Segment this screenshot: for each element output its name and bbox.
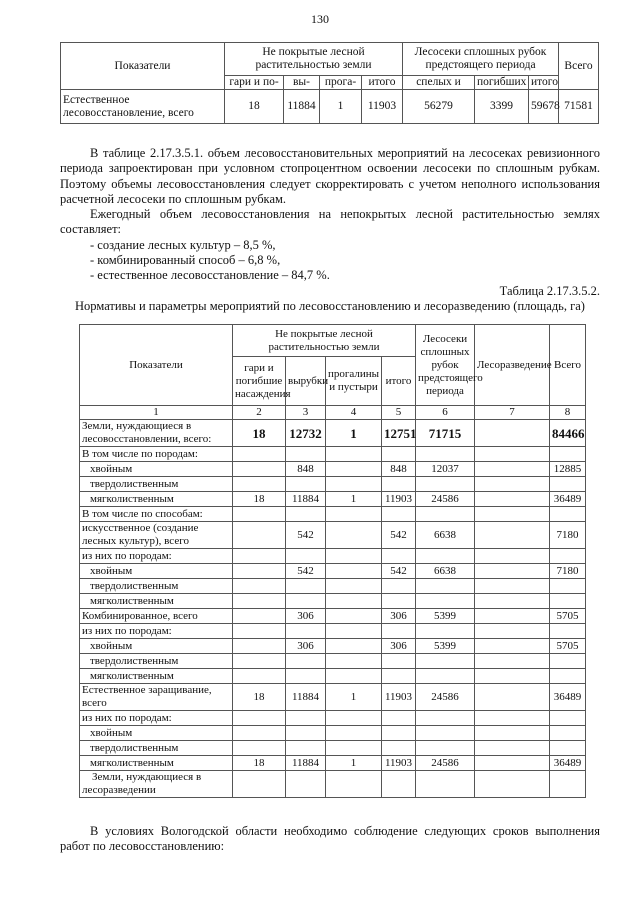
cell xyxy=(475,624,550,639)
cell xyxy=(475,477,550,492)
cell xyxy=(475,639,550,654)
col-number: 3 xyxy=(286,406,326,420)
col-number: 1 xyxy=(80,406,233,420)
subheader: гари и погибшие насаждения xyxy=(233,357,286,406)
row-label: твердолиственным xyxy=(80,654,233,669)
table-row xyxy=(80,564,586,579)
cell: 306 xyxy=(382,609,416,624)
cell: 542 xyxy=(382,564,416,579)
cell xyxy=(326,726,382,741)
table-row xyxy=(80,756,586,771)
table-row xyxy=(80,609,586,624)
cell xyxy=(416,711,475,726)
cell xyxy=(286,654,326,669)
cell: 5399 xyxy=(416,639,475,654)
cell: 306 xyxy=(286,639,326,654)
cell: 306 xyxy=(286,609,326,624)
cell: 18 xyxy=(233,420,286,447)
header-indicators: Показатели xyxy=(61,43,225,90)
cell: 11903 xyxy=(382,492,416,507)
table-row xyxy=(61,90,599,124)
cell: 36489 xyxy=(550,492,586,507)
cell: 59678 xyxy=(529,90,559,124)
cell xyxy=(326,741,382,756)
table-number: Таблица 2.17.3.5.2. xyxy=(499,283,600,298)
cell: 18 xyxy=(233,684,286,711)
cell: 306 xyxy=(382,639,416,654)
cell xyxy=(416,507,475,522)
cell xyxy=(233,669,286,684)
cell xyxy=(233,726,286,741)
cell xyxy=(382,771,416,798)
table-row xyxy=(80,639,586,654)
row-label: Комбинированное, всего xyxy=(80,609,233,624)
cell: 542 xyxy=(286,522,326,549)
cell: 12037 xyxy=(416,462,475,477)
row-label: мягколиственным xyxy=(80,492,233,507)
cell xyxy=(233,462,286,477)
cell: 1 xyxy=(326,492,382,507)
cell xyxy=(326,669,382,684)
cell xyxy=(233,477,286,492)
list-item: - создание лесных культур – 8,5 %, xyxy=(90,237,276,252)
subheader: итого xyxy=(529,76,559,90)
table-reforestation-norms xyxy=(79,324,586,798)
cell xyxy=(550,771,586,798)
cell xyxy=(475,654,550,669)
subheader: гари и по- xyxy=(225,76,284,90)
cell xyxy=(326,549,382,564)
cell xyxy=(233,771,286,798)
cell xyxy=(416,447,475,462)
subheader: погибших xyxy=(475,76,529,90)
table-title: Нормативы и параметры мероприятий по лесовосстановлению и лесоразведению (площадь, га) xyxy=(75,298,585,313)
row-label: хвойным xyxy=(80,726,233,741)
cell xyxy=(326,447,382,462)
row-label: Естественное лесовосстановление, всего xyxy=(61,90,225,124)
cell xyxy=(286,477,326,492)
cell xyxy=(550,594,586,609)
cell xyxy=(286,741,326,756)
cell xyxy=(475,726,550,741)
row-label: мягколиственным xyxy=(80,669,233,684)
subheader: вырубки xyxy=(286,357,326,406)
row-label: В том числе по породам: xyxy=(80,447,233,462)
header-total: Всего xyxy=(550,325,586,406)
subheader: итого xyxy=(382,357,416,406)
cell: 24586 xyxy=(416,492,475,507)
cell xyxy=(286,669,326,684)
col-number: 6 xyxy=(416,406,475,420)
cell xyxy=(326,771,382,798)
cell xyxy=(475,447,550,462)
cell: 542 xyxy=(382,522,416,549)
row-label: мягколиственным xyxy=(80,756,233,771)
cell xyxy=(326,609,382,624)
col-number: 7 xyxy=(475,406,550,420)
cell: 24586 xyxy=(416,756,475,771)
header-total: Всего xyxy=(559,43,599,90)
cell xyxy=(475,594,550,609)
cell: 36489 xyxy=(550,684,586,711)
col-number: 2 xyxy=(233,406,286,420)
cell xyxy=(326,477,382,492)
table-row xyxy=(80,726,586,741)
cell xyxy=(382,654,416,669)
cell xyxy=(382,711,416,726)
cell: 7180 xyxy=(550,564,586,579)
cell xyxy=(475,492,550,507)
cell xyxy=(475,420,550,447)
cell xyxy=(550,669,586,684)
cell xyxy=(475,711,550,726)
cell xyxy=(233,594,286,609)
col-number: 8 xyxy=(550,406,586,420)
cell: 1 xyxy=(320,90,362,124)
cell xyxy=(233,654,286,669)
cell xyxy=(286,726,326,741)
cell xyxy=(382,624,416,639)
list-item: - комбинированный способ – 6,8 %, xyxy=(90,253,281,268)
cell xyxy=(550,741,586,756)
cell: 542 xyxy=(286,564,326,579)
cell xyxy=(233,609,286,624)
cell xyxy=(550,711,586,726)
cell xyxy=(286,507,326,522)
cell: 11884 xyxy=(286,492,326,507)
row-label: хвойным xyxy=(80,639,233,654)
table-natural-regeneration xyxy=(60,42,599,124)
cell xyxy=(382,594,416,609)
column-numbers-row xyxy=(80,406,586,420)
cell xyxy=(233,564,286,579)
subheader: вы- xyxy=(284,76,320,90)
cell xyxy=(416,477,475,492)
cell xyxy=(475,684,550,711)
list-item: - естественное лесовосстановление – 84,7 %. xyxy=(90,268,330,283)
cell: 36489 xyxy=(550,756,586,771)
cell xyxy=(416,549,475,564)
row-label: мягколиственным xyxy=(80,594,233,609)
subheader: прогалины и пустыри xyxy=(326,357,382,406)
cell xyxy=(326,624,382,639)
cell xyxy=(550,549,586,564)
cell xyxy=(233,741,286,756)
page-number: 130 xyxy=(311,12,329,26)
cell: 5705 xyxy=(550,639,586,654)
header-indicators: Показатели xyxy=(80,325,233,406)
cell: 56279 xyxy=(403,90,475,124)
cell xyxy=(286,771,326,798)
cell: 848 xyxy=(382,462,416,477)
subheader: спелых и xyxy=(403,76,475,90)
header-cutting: Лесосеки сплошных рубок предстоящего периода xyxy=(416,325,475,406)
cell: 11903 xyxy=(382,756,416,771)
subheader: прога- xyxy=(320,76,362,90)
cell xyxy=(550,507,586,522)
cell: 11884 xyxy=(286,756,326,771)
cell: 84466 xyxy=(550,420,586,447)
col-number: 4 xyxy=(326,406,382,420)
cell: 18 xyxy=(233,756,286,771)
cell: 18 xyxy=(225,90,284,124)
cell xyxy=(382,741,416,756)
row-label: твердолиственным xyxy=(80,741,233,756)
row-label: из них по породам: xyxy=(80,711,233,726)
cell xyxy=(382,579,416,594)
table-row xyxy=(80,462,586,477)
cell xyxy=(416,726,475,741)
table-row xyxy=(80,741,586,756)
cell xyxy=(382,477,416,492)
cell xyxy=(416,669,475,684)
table-row xyxy=(80,549,586,564)
cell: 11884 xyxy=(284,90,320,124)
cell xyxy=(416,624,475,639)
header-cutting: Лесосеки сплошных рубок предстоящего периода xyxy=(403,43,559,76)
row-label: из них по породам: xyxy=(80,624,233,639)
cell xyxy=(326,654,382,669)
cell xyxy=(416,594,475,609)
table-row xyxy=(80,492,586,507)
cell: 11903 xyxy=(362,90,403,124)
col-number: 5 xyxy=(382,406,416,420)
table-row xyxy=(80,624,586,639)
cell xyxy=(416,741,475,756)
cell xyxy=(475,549,550,564)
cell xyxy=(233,549,286,564)
cell xyxy=(475,756,550,771)
row-label: Земли, нуждающиеся в лесовосстановлении, всего: xyxy=(80,420,233,447)
cell: 848 xyxy=(286,462,326,477)
cell xyxy=(475,522,550,549)
cell: 18 xyxy=(233,492,286,507)
cell xyxy=(233,507,286,522)
cell xyxy=(233,639,286,654)
cell xyxy=(326,579,382,594)
cell: 6638 xyxy=(416,564,475,579)
cell xyxy=(233,579,286,594)
table-row xyxy=(80,477,586,492)
cell: 71715 xyxy=(416,420,475,447)
table-row xyxy=(80,447,586,462)
cell xyxy=(326,639,382,654)
cell xyxy=(233,711,286,726)
cell xyxy=(416,579,475,594)
cell xyxy=(475,741,550,756)
cell xyxy=(475,462,550,477)
cell xyxy=(326,711,382,726)
cell xyxy=(326,564,382,579)
table-row xyxy=(80,522,586,549)
paragraph: В условиях Вологодской области необходимо соблюдение следующих сроков выполнения работ по лесовосстановлению: xyxy=(60,824,600,854)
cell xyxy=(286,711,326,726)
cell: 12732 xyxy=(286,420,326,447)
cell xyxy=(550,726,586,741)
row-label: Естественное заращивание, всего xyxy=(80,684,233,711)
cell xyxy=(416,654,475,669)
cell: 6638 xyxy=(416,522,475,549)
cell xyxy=(382,447,416,462)
cell xyxy=(550,477,586,492)
paragraph: Ежегодный объем лесовосстановления на непокрытых лесной растительностью землях составляет: xyxy=(60,207,600,237)
cell xyxy=(286,579,326,594)
cell xyxy=(233,522,286,549)
paragraph: В таблице 2.17.3.5.1. объем лесовосстановительных мероприятий на лесосеках ревизионного периода запроектирован при условном стопроцентном освоении лесосеки по сплошным рубкам. Поэтому объемы лесовосстановления следует скорректировать с учетом неполного использования расчетной лесосеки по сплошным рубкам. xyxy=(60,146,600,206)
cell: 5705 xyxy=(550,609,586,624)
body-text xyxy=(60,146,600,314)
row-label: хвойным xyxy=(80,564,233,579)
cell xyxy=(286,594,326,609)
table-row xyxy=(80,711,586,726)
table-row xyxy=(80,669,586,684)
cell: 71581 xyxy=(559,90,599,124)
cell xyxy=(416,771,475,798)
cell: 1 xyxy=(326,684,382,711)
cell xyxy=(382,669,416,684)
header-nonforest: Не покрытые лесной растительностью земли xyxy=(225,43,403,76)
cell: 24586 xyxy=(416,684,475,711)
subheader: итого xyxy=(362,76,403,90)
cell xyxy=(326,507,382,522)
row-label: твердолиственным xyxy=(80,477,233,492)
cell xyxy=(233,624,286,639)
cell: 12885 xyxy=(550,462,586,477)
table-row xyxy=(80,654,586,669)
cell: 7180 xyxy=(550,522,586,549)
header-afforestation: Лесоразведение xyxy=(475,325,550,406)
cell: 3399 xyxy=(475,90,529,124)
table-row xyxy=(80,594,586,609)
cell xyxy=(475,669,550,684)
row-label: В том числе по способам: xyxy=(80,507,233,522)
cell xyxy=(475,579,550,594)
cell xyxy=(475,507,550,522)
cell xyxy=(475,564,550,579)
row-label: хвойным xyxy=(80,462,233,477)
cell xyxy=(550,624,586,639)
cell xyxy=(382,549,416,564)
cell xyxy=(286,447,326,462)
table-row xyxy=(80,507,586,522)
cell: 12751 xyxy=(382,420,416,447)
cell: 1 xyxy=(326,420,382,447)
cell xyxy=(326,522,382,549)
cell xyxy=(233,447,286,462)
body-text-bottom xyxy=(60,824,600,855)
cell xyxy=(286,549,326,564)
cell xyxy=(475,609,550,624)
table-row xyxy=(80,684,586,711)
cell xyxy=(550,579,586,594)
cell xyxy=(382,507,416,522)
row-label: искусственное (создание лесных культур), всего xyxy=(80,522,233,549)
cell xyxy=(382,726,416,741)
cell xyxy=(326,594,382,609)
cell: 5399 xyxy=(416,609,475,624)
cell: 11884 xyxy=(286,684,326,711)
table-row xyxy=(80,771,586,798)
header-nonforest: Не покрытые лесной растительностью земли xyxy=(233,325,416,357)
table-row xyxy=(80,420,586,447)
cell: 1 xyxy=(326,756,382,771)
row-label: твердолиственным xyxy=(80,579,233,594)
cell xyxy=(286,624,326,639)
table-row xyxy=(80,579,586,594)
cell: 11903 xyxy=(382,684,416,711)
row-label: из них по породам: xyxy=(80,549,233,564)
cell xyxy=(326,462,382,477)
cell xyxy=(475,771,550,798)
cell xyxy=(550,447,586,462)
row-label: Земли, нуждающиеся в лесоразведении xyxy=(80,771,233,798)
cell xyxy=(550,654,586,669)
